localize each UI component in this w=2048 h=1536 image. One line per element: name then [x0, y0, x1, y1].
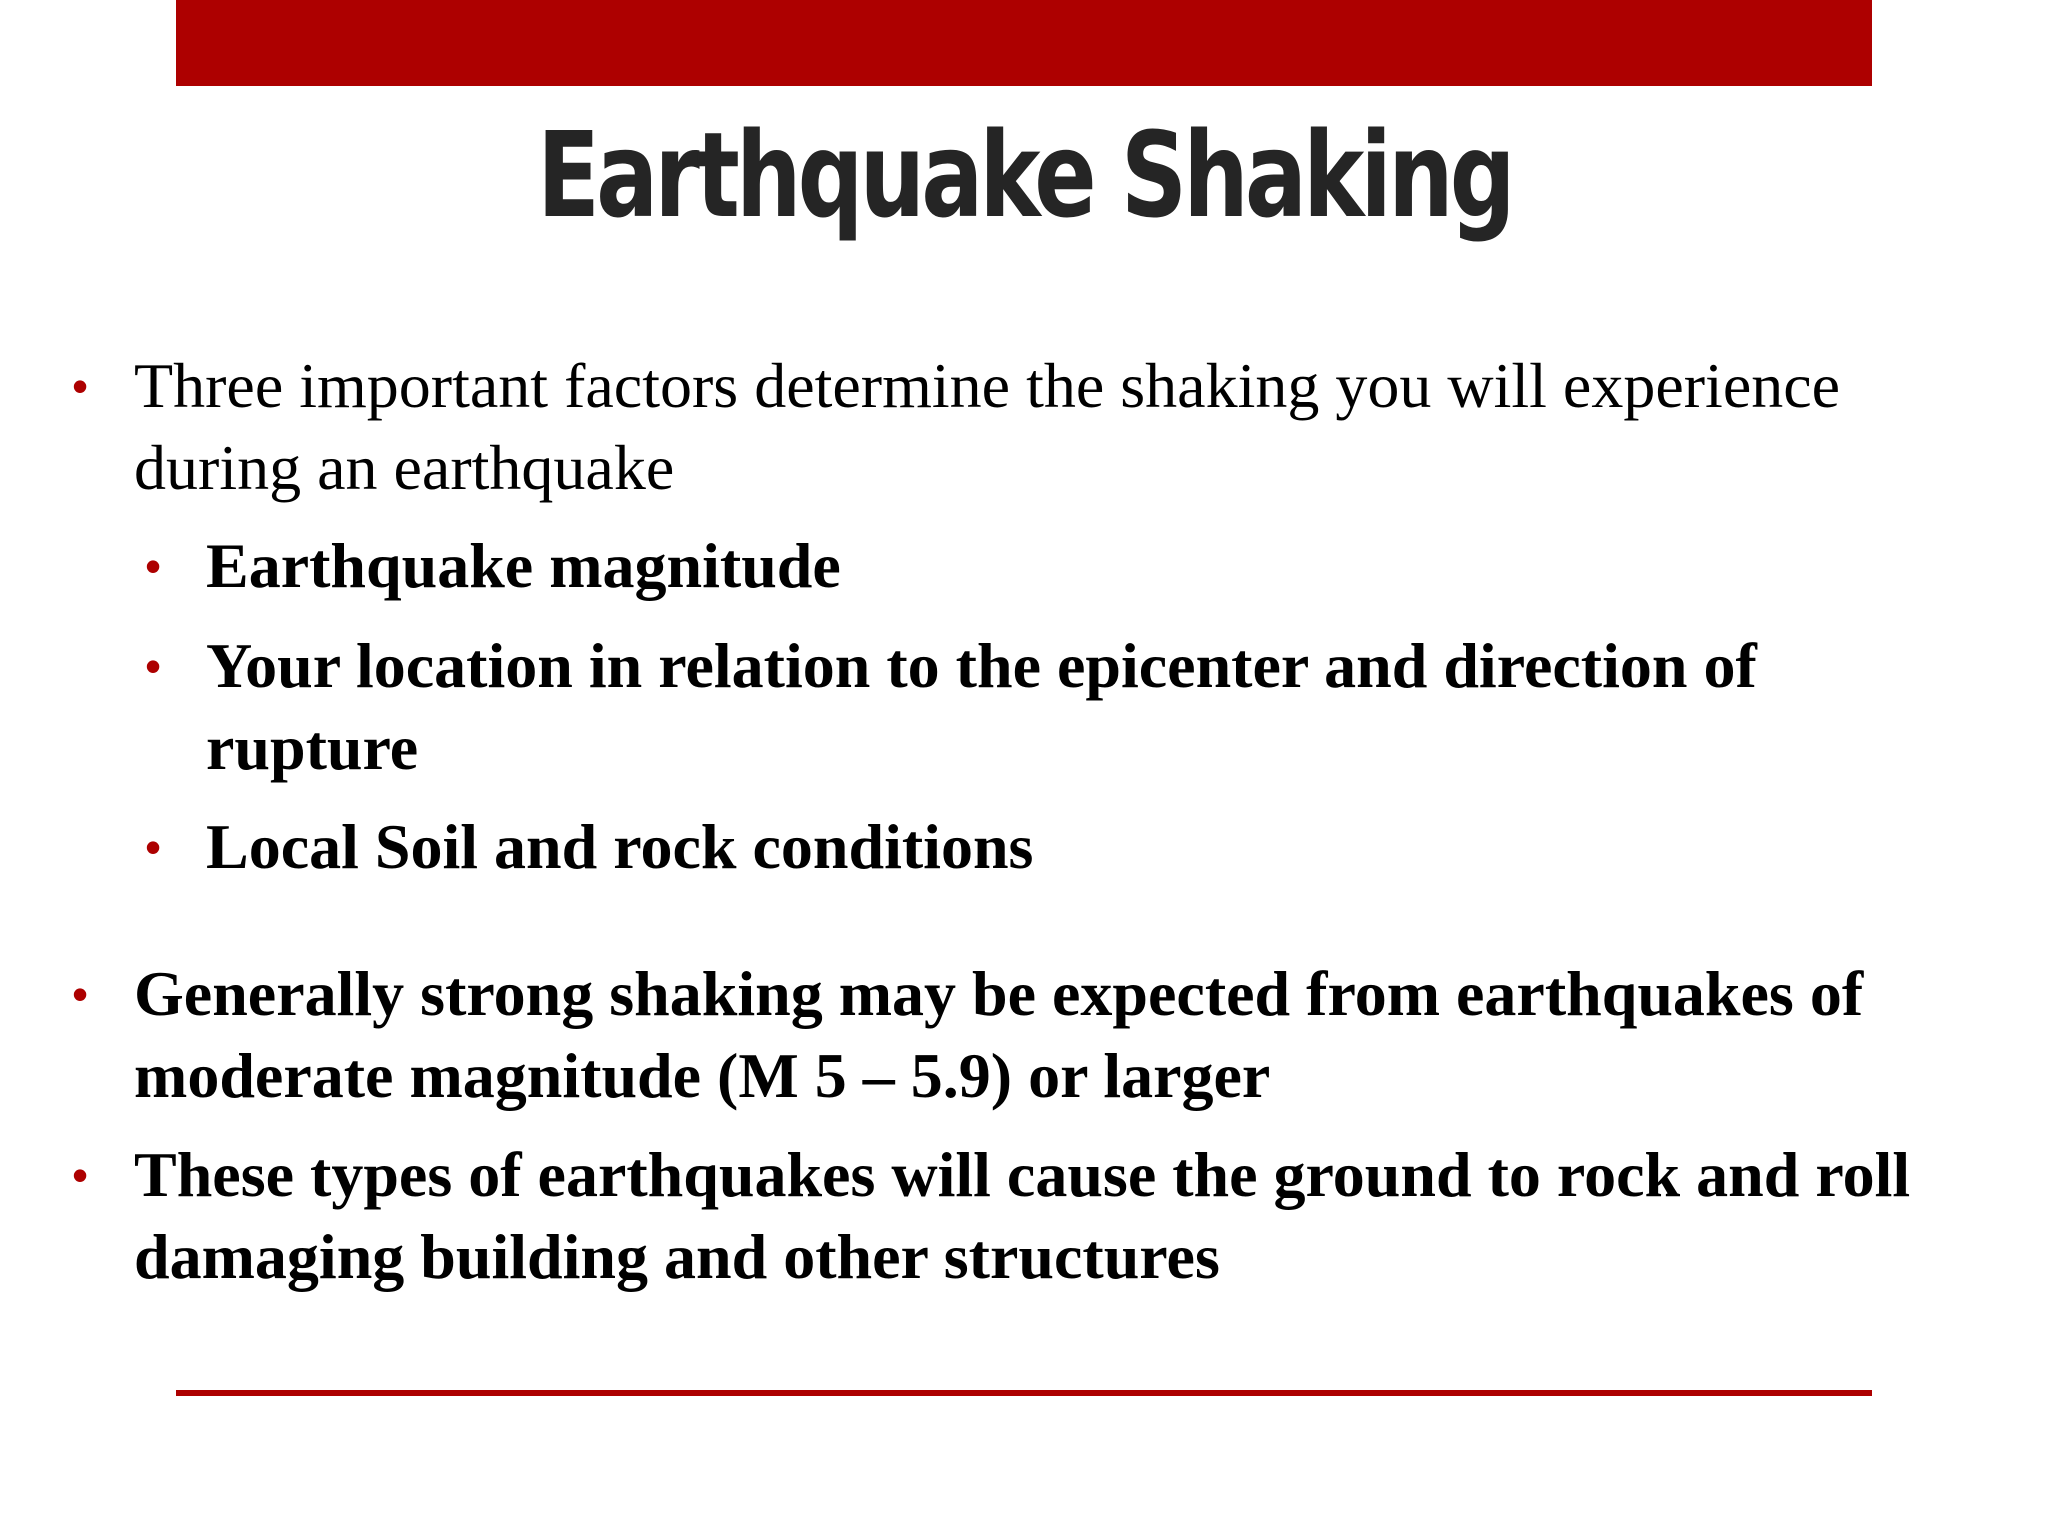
bullet-dot-icon: • [145, 821, 162, 873]
slide-title: Earthquake Shaking [537, 106, 1512, 244]
sub-bullet-item: Your location in relation to the epicenter and direction of rupture [206, 630, 1757, 783]
bullet-dot-icon: • [145, 540, 162, 592]
bullet-item: Three important factors determine the shaking you will experience during an earthquake [134, 350, 1841, 503]
bullet-dot-icon: • [72, 360, 89, 412]
bullet-dot-icon: • [145, 640, 162, 692]
sub-bullet-item: Local Soil and rock conditions [206, 811, 1034, 882]
bullet-item: These types of earthquakes will cause the ground to rock and roll damaging building and other structures [134, 1139, 1911, 1292]
bottom-accent-line [176, 1390, 1872, 1396]
bullet-dot-icon: • [72, 968, 89, 1020]
bullet-dot-icon: • [72, 1149, 89, 1201]
bullet-item: Generally strong shaking may be expected from earthquakes of moderate magnitude (M 5 – 5.9) or larger [134, 958, 1864, 1111]
sub-bullet-item: Earthquake magnitude [206, 530, 841, 601]
